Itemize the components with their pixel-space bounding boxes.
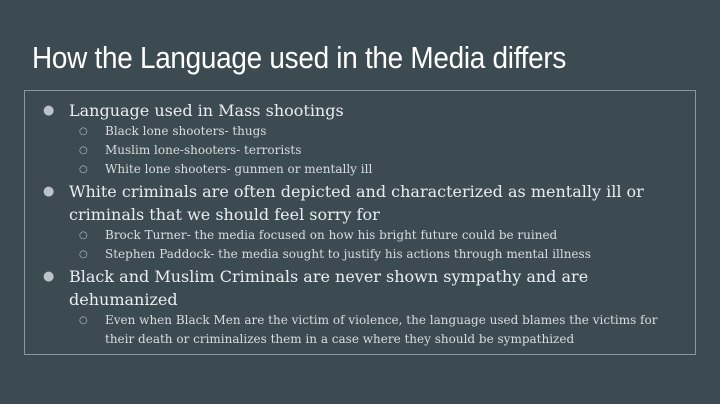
sub-item: [69, 160, 683, 179]
bullet-text: Black and Muslim Criminals are never shown sympathy and are dehumanized: [69, 267, 589, 309]
sub-text: Muslim lone-shooters- terrorists: [105, 143, 302, 157]
bullet-mass-shootings: [41, 99, 683, 179]
sub-list: [69, 311, 683, 349]
bullet-white-criminals: [41, 180, 683, 264]
sub-text: Brock Turner- the media focused on how his bright future could be ruined: [105, 228, 558, 242]
sub-bullet-icon: ○: [79, 230, 88, 241]
sub-text: Even when Black Men are the victim of violence, the language used blames the victims for their death or criminalizes them in a case where they should be sympathized: [105, 313, 658, 346]
sub-list: [69, 122, 683, 179]
content-box: [24, 90, 696, 355]
bullet-dot-icon: ●: [43, 269, 55, 284]
sub-text: Stephen Paddock- the media sought to justify his actions through mental illness: [105, 247, 591, 261]
sub-bullet-icon: ○: [79, 145, 88, 156]
sub-text: Black lone shooters- thugs: [105, 124, 267, 138]
sub-item: [69, 311, 683, 349]
sub-item: [69, 245, 683, 264]
sub-bullet-icon: ○: [79, 126, 88, 137]
sub-item: [69, 141, 683, 160]
bullet-text: White criminals are often depicted and characterized as mentally ill or criminals that we should feel sorry for: [69, 182, 644, 224]
sub-bullet-icon: ○: [79, 249, 88, 260]
bullet-list: [41, 99, 683, 349]
sub-item: [69, 226, 683, 245]
bullet-dot-icon: ●: [43, 103, 55, 118]
bullet-black-muslim-criminals: [41, 265, 683, 349]
sub-item: [69, 122, 683, 141]
sub-bullet-icon: ○: [79, 315, 88, 326]
sub-text: White lone shooters- gunmen or mentally ill: [105, 162, 373, 176]
bullet-text: Language used in Mass shootings: [69, 101, 344, 120]
slide-title: How the Language used in the Media differs: [32, 40, 567, 75]
bullet-dot-icon: ●: [43, 184, 55, 199]
sub-bullet-icon: ○: [79, 164, 88, 175]
sub-list: [69, 226, 683, 264]
